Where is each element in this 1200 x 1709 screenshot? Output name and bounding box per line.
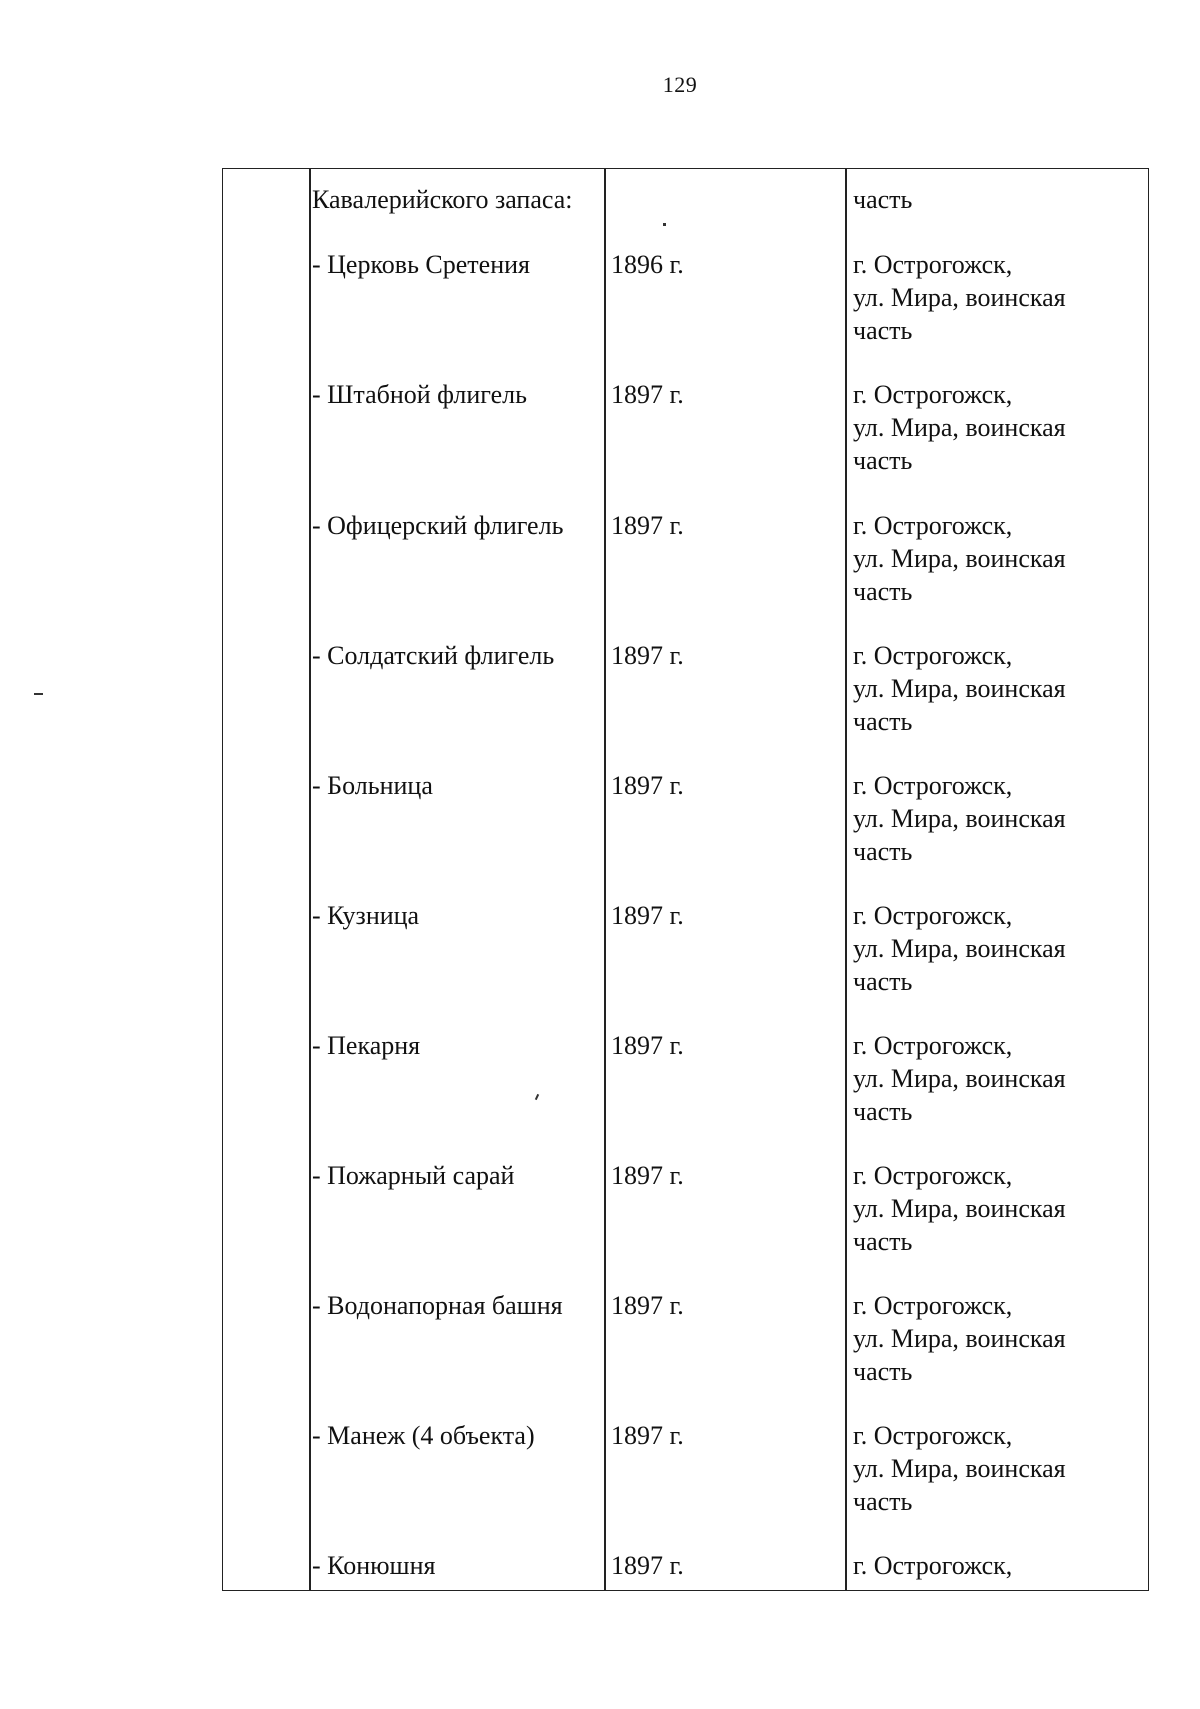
address-line: ул. Мира, воинская <box>853 804 1066 833</box>
scan-speck <box>663 223 666 226</box>
object-name-cell: - Пекарня <box>312 1031 421 1060</box>
object-name-cell: - Манеж (4 объекта) <box>312 1421 535 1450</box>
year-cell: 1897 г. <box>611 1161 684 1190</box>
address-cell <box>853 378 1143 477</box>
address-line: часть <box>853 1357 913 1386</box>
year-cell: 1897 г. <box>611 1421 684 1450</box>
objects-table <box>222 168 1149 1591</box>
object-name-cell: - Конюшня <box>312 1551 436 1580</box>
address-line: часть <box>853 837 913 866</box>
year-cell: 1897 г. <box>611 1291 684 1320</box>
address-line: часть <box>853 446 913 475</box>
year-cell: 1897 г. <box>611 901 684 930</box>
address-cell <box>853 1159 1143 1258</box>
column-divider <box>604 169 606 1590</box>
address-line: часть <box>853 1227 913 1256</box>
year-cell: 1896 г. <box>611 250 684 279</box>
address-line: г. Острогожск, <box>853 1161 1013 1190</box>
address-line: ул. Мира, воинская <box>853 1064 1066 1093</box>
page-number: 129 <box>662 72 698 97</box>
address-line: часть <box>853 1097 913 1126</box>
year-cell: 1897 г. <box>611 641 684 670</box>
address-line: часть <box>853 577 913 606</box>
year-cell: 1897 г. <box>611 380 684 409</box>
column-divider <box>309 169 311 1590</box>
address-line: часть <box>853 707 913 736</box>
year-cell: 1897 г. <box>611 1551 684 1580</box>
address-cell <box>853 1289 1143 1388</box>
address-cell <box>853 248 1143 347</box>
address-cell <box>853 1419 1143 1518</box>
object-name-cell: - Водонапорная башня <box>312 1291 563 1320</box>
address-line: часть <box>853 967 913 996</box>
object-name-cell: - Солдатский флигель <box>312 641 555 670</box>
address-line: часть <box>853 1487 913 1516</box>
address-line: г. Острогожск, <box>853 901 1013 930</box>
address-line: ул. Мира, воинская <box>853 934 1066 963</box>
object-name-cell: Кавалерийского запаса: <box>312 185 573 214</box>
year-cell: 1897 г. <box>611 511 684 540</box>
object-name-cell: - Штабной флигель <box>312 380 527 409</box>
address-line: ул. Мира, воинская <box>853 413 1066 442</box>
address-line: часть <box>853 316 913 345</box>
address-cell <box>853 1029 1143 1128</box>
address-line: г. Острогожск, <box>853 641 1013 670</box>
address-line: г. Острогожск, <box>853 511 1013 540</box>
address-cell <box>853 639 1143 738</box>
address-line: г. Острогожск, <box>853 250 1013 279</box>
address-line: г. Острогожск, <box>853 1551 1013 1580</box>
address-line: г. Острогожск, <box>853 380 1013 409</box>
address-cell <box>853 183 1143 216</box>
scan-speck <box>535 1094 539 1100</box>
address-line: г. Острогожск, <box>853 1291 1013 1320</box>
address-line: ул. Мира, воинская <box>853 544 1066 573</box>
scan-speck <box>34 693 43 695</box>
address-line: ул. Мира, воинская <box>853 1454 1066 1483</box>
address-cell <box>853 509 1143 608</box>
address-line: ул. Мира, воинская <box>853 1324 1066 1353</box>
object-name-cell: - Кузница <box>312 901 420 930</box>
object-name-cell: - Пожарный сарай <box>312 1161 515 1190</box>
address-line: ул. Мира, воинская <box>853 674 1066 703</box>
address-line: г. Острогожск, <box>853 1421 1013 1450</box>
object-name-cell: - Офицерский флигель <box>312 511 564 540</box>
address-line: г. Острогожск, <box>853 1031 1013 1060</box>
object-name-cell: - Церковь Сретения <box>312 250 530 279</box>
year-cell: 1897 г. <box>611 1031 684 1060</box>
address-cell <box>853 769 1143 868</box>
year-cell: 1897 г. <box>611 771 684 800</box>
address-line: часть <box>853 185 913 214</box>
address-line: ул. Мира, воинская <box>853 1194 1066 1223</box>
object-name-cell: - Больница <box>312 771 433 800</box>
address-cell <box>853 899 1143 998</box>
address-line: г. Острогожск, <box>853 771 1013 800</box>
column-divider <box>845 169 847 1590</box>
address-cell <box>853 1549 1143 1582</box>
address-line: ул. Мира, воинская <box>853 283 1066 312</box>
